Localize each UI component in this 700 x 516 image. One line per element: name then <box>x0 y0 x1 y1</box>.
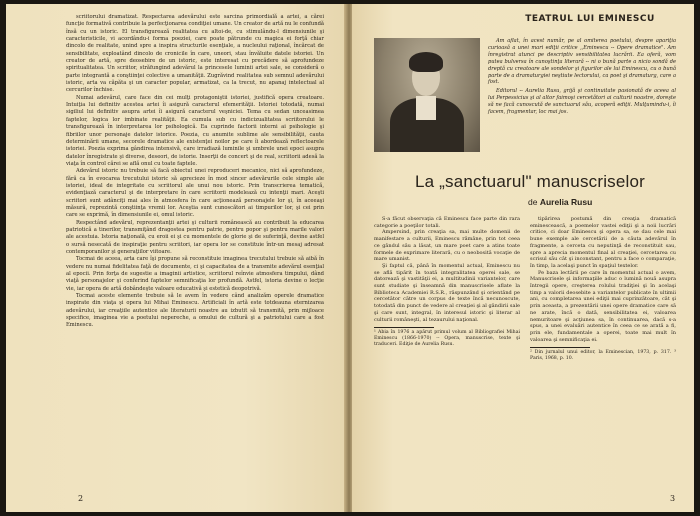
paragraph: Adevărul istoric nu trebuie să facă obiectul unei reproduceri mecanice, nici să aprofundeze, fără ca în evocarea trecutului istoric să aprecieze în mod sincer adevărurile cele simple ale istoriei, ideal de integritate cu scriitorul ale unui nou istoric. Prin transcrierea tematică, evidenţiază caracterul şi de interpretare în care scriitorii modelează cu intenţii mari. Aceşti scriitori sunt adânciţi mai ales în atmosfera în care acţionează personajele lor şi, în aceeaşi măsură, reprezintă conştiinţa vremii lor. Aceştia sunt cunoscători ai timpurilor lor, şi cei prin care se exprimă, în dimensiunile ei, omul istoric. <box>66 168 324 219</box>
paragraph: Şi faptul că, până în momentul actual, Eminescu nu se află tipărit în toată integralitatea operei sale, se datorează şi vastităţii ei, a multitudinii variantelor, care sunt studiate şi înseamnă din manuscrisele aflate la Biblioteca Academiei R.S.R., răspunzând şi orientând pe cercetător către un corpus de texte încă necunoscute, totodată din punct de vedere al creaţiei şi al gândirii sale şi care sunt, integral, în interesul istoric şi literar al culturii româneşti, al tezaurului naţional. <box>374 262 520 323</box>
left-page <box>6 4 346 512</box>
paragraph: S-a făcut observaţia că Eminescu face parte din rara categorie a poeţilor totali. <box>374 216 520 229</box>
paragraph: scriitorului dramatizat. Respectarea adevărului este sarcina primordială a artei, a cărei funcţie formativă contribuie la perfecţionarea condiţiei umane. Un creator de artă nu le confundă însă cu un istoric. El transfigurează realitatea cu altoi-de, cu stimulându-l dimensiunile şi caracteristicile, vi acordându-i forma poeziei, care poate pătrunde cu magica ei forţă chiar dincolo de realitate, unind spre a inspira structurile esenţiale, a nucleului raţional, încărcat de sensibilitate, exploatând dincolo de cronicile în care, uneori, stau învăluite datele istoriei. Un creator de artă, spre deosebire de un istoric, este interesat cu precădere să aprofundeze spiritualitatea. Un scriitor, străfungind adevărul la princesele luminii artei sale, se consideră o parte integrantă a conştiinţei colective a umanităţii. Zugrăvind realitatea sub semnul adevărului istoric, arta va căpăta şi un caracter popular, armatizat, ca la trecut, nu apanaj intelectual al cercurilor închise. <box>66 14 324 94</box>
intro-paragraph: Editorul -- Aurelia Rusu, grijă şi continuitate pasionată de aceea al lui Perpessicius şi al altor faimoşi cercetători ai culturii noastre, doreşte să ne facă cunoscută de sanctuarul său, acoperă ediţii. Mulţumindu-i, îi facem, fragmentar, loc mai jos. <box>488 88 676 116</box>
paragraph: Tocmai aceste elemente trebuie să le avem în vedere când analizăm operele dramatice inspirate din viaţa şi opera lui Mihai Eminescu. Artificiali în artă este totdeauna eternizarea adevărului, iar creaţiile autentice ale literaturii noastre au izbutit să transmită, prin mijloace specifice, imaginea vie a poetului nepereche, a omului de cultură şi a patriotului care a fost Eminescu. <box>66 293 324 329</box>
paragraph: Tocmai de aceea, arta care îşi propune să reconstituie imaginea trecutului trebuie să aibă în vedere nu numai fidelitatea faţă de documente, ci şi capacitatea de a transmite adevărul esenţial al epocii. Prin forţa de sugestie a imaginii artistice, scriitorul reînvie atmosfera timpului, dând viaţă personajelor şi conferind faptelor semnificaţia lor profundă. Astfel, istoria devine o lecţie vie, iar opera de artă dobândeşte valoare educativă şi estetică deopotrivă. <box>66 256 324 292</box>
paragraph: tipărirea postumă din creaţia dramatică eminescească, a poemelor vastei ediţii şi a noii lucrări critice, ci doar Eminescu şi opera sa, se dau cele mai bune exemple ale cercetării de a căuta adevărul în fragmente, a cerceta cu neputinţă de reconstituit sau, spre a aprecia momentul final al creaţiei, cercetarea cu scrisul său cât şi inconstant, pentru a face o comparaţie, în timp, la acelaşi punct în spaţiul textelor. <box>530 216 676 269</box>
paragraph: Pe baza lectării pe care în momentul actual o avem, Manuscrisele şi informaţiile aduc o lumină nouă asupra întregii opere, creşterea rolului tradiţiei şi în acelaşi timp a valorii deosebite a variantelor publicate în ultimii ani, cu completarea unei ediţii mai cuprinzătoare, cât şi prin aceasta, a prezentării unei opere dramatice care să ne arate, încă o dată, sensibilitatea ei, valoarea nemuritoare şi acţiunea sa, în continuarea, dacă s-a spus, a unei evaluări autentice în ceea ce se arată a fi, prin ele, fundamentale a operei, toate mai mult în valoarea şi semnificaţia ei. <box>530 269 676 343</box>
page-number-right: 3 <box>670 494 676 503</box>
footnote: ² Din jurnalul unui editor, la Eminescian, 1973, p. 317. ³ Paris, 1968, p. 10. <box>530 350 676 362</box>
intro-paragraph: Am aflat, în acest număr, pe al omiterea poetului, despre apariţia curioasă a unei mari ediţii critice ,,Eminescu -- Opere dramatice". Am înregistrat atunci pe descriptiv sensibilitatea lucrării. Ea oferă, vom putea bulversa în cunoştinţa literară -- ni o bună parte a nicio sondă de dreptă cu creatoare ale sondelor şi figurilor ale lui Eminescu, cu o bună parte de a dramaturgiei neştiute lectorului, ca poet şi dramaturg, care a fost. <box>488 38 676 86</box>
paragraph: Ampersind, prin creaţia sa, mai multe domenii de manifestare a culturii, Eminescu rămâne, prin tot ceea ce gândul său a lăsat, un mare poet care a atins toate formele de exprimare literară, cu o neobosită vocaţie de mare umanist. <box>374 229 520 263</box>
right-page <box>352 4 694 512</box>
running-head: TEATRUL LUI EMINESCU <box>525 14 655 24</box>
paragraph: Numai adevărul, care face din cei mulţi protagoniştii istoriei, justifică opera creatoare. Intuiţia lui definitiv acestea artei îi asigură caracterul efemerităţii. Istoriei totodată, numai sigiliul lui definitiv asupra artei îi asigură caracterul veşniciei. Tema cu sedan unceasimea faptelor, logica lor imbinate realităţii. Ea cumula sub cu indicizualitatea scriitorului le transfigurează în interpretarea lor psihologică. Ea cuprinde factorii interni ai psihologie şi fibriilor unor personaje datelor istorice. Poezia, cu anumite sublime ale sensibilităţii, cauta determinării umane, secorele dramatice ale existenţei noilor pe care îi abordează reflectoarele istoriei. Poezia exprima gândirea intensivă, care irradiază luminile şi umbrele unei epoci asupra datelor înregistrate şi diverse, deseori, de istorie. Inserţii de concert şi de real, scriitorii adesă la viaţa în control cărei se află onul cu toate faptele. <box>66 94 324 167</box>
left-page-text <box>66 14 324 330</box>
paragraph: Respectând adevărul, reprezentanţii artei şi culturii românească au contribuit la educarea patriotică a tinerilor, transmiţând dragostea pentru patrie, pentru popor şi pentru marile valori ale acestuia. Istoria naţională, cu eroii ei şi cu momentele de glorie şi de suferinţă, devine astfel o sursă nesecată de inspiraţie pentru scriitori, iar opera lor se constituie într-un mesaj adresat contemporanilor şi generaţiilor viitoare. <box>66 219 324 255</box>
article-column-left <box>374 216 520 348</box>
page-number-left: 2 <box>78 494 84 503</box>
book-spread <box>6 4 694 512</box>
article-title: La „sanctuarul" manuscriselor <box>414 172 646 191</box>
byline <box>528 197 592 207</box>
editorial-intro <box>488 38 676 118</box>
byline-prefix: de <box>528 197 538 207</box>
footnote: ¹ Abia în 1976 a apărut primul volum al Bibliografiei Mihai Eminescu (1866-1970) -- Opera, manuscrise, texte şi traduceri. Ediţie de Aurelia Rusu. <box>374 330 520 348</box>
portrait-photo <box>374 38 480 152</box>
article-column-right <box>530 216 676 362</box>
author-name: Aurelia Rusu <box>539 197 593 207</box>
